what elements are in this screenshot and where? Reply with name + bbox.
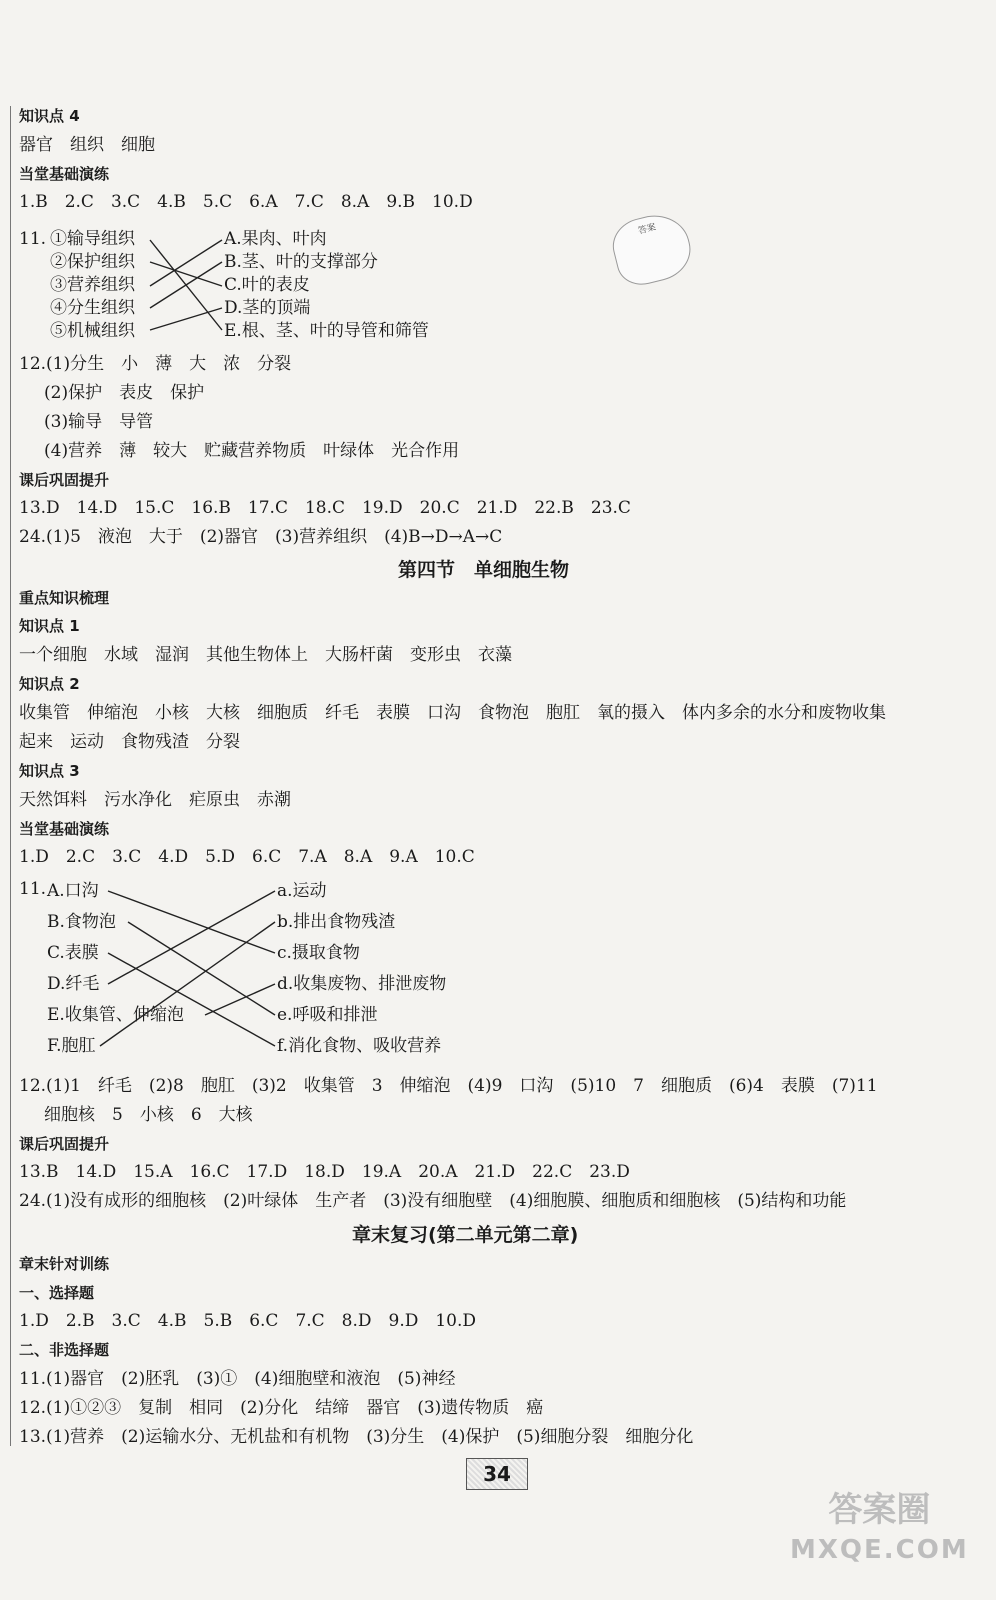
q24-answer: 24.(1)5 液泡 大于 (2)器官 (3)营养组织 (4)B→D→A→C	[19, 527, 503, 547]
mc-answers-5: 1.D 2.B 3.C 4.B 5.B 6.C 7.C 8.D 9.D 10.D	[19, 1311, 477, 1331]
match2-line-B	[128, 922, 275, 1015]
heading-consolidate-2: 课后巩固提升	[19, 1135, 110, 1153]
match2-right-e: e.呼吸和排泄	[277, 1005, 378, 1025]
match1-right-b: B.茎、叶的支撑部分	[224, 252, 378, 272]
heading-review-drill: 章末针对训练	[19, 1255, 110, 1273]
heading-kp1: 知识点 1	[19, 617, 80, 635]
match2-right-c: c.摄取食物	[277, 943, 360, 963]
heading-key-points: 重点知识梳理	[19, 589, 110, 607]
match1-right-d: D.茎的顶端	[224, 298, 311, 318]
mc-answers-3: 1.D 2.C 3.C 4.D 5.D 6.C 7.A 8.A 9.A 10.C	[19, 847, 475, 867]
match2-left-E: E.收集管、伸缩泡	[47, 1005, 184, 1025]
match1-line-4	[150, 262, 222, 308]
match2-right-d: d.收集废物、排泄废物	[277, 974, 447, 994]
heading-kp2: 知识点 2	[19, 675, 80, 693]
match1-line-3	[150, 240, 222, 286]
watermark-logo: 答案圈 MXQE.COM	[790, 1490, 969, 1565]
match2-line-D	[108, 891, 275, 984]
match2-left-D: D.纤毛	[47, 974, 100, 994]
match1-line-5	[150, 308, 222, 330]
match1-right-a: A.果肉、叶肉	[224, 229, 327, 249]
match2-left-A: A.口沟	[47, 881, 99, 901]
heading-practice-2: 当堂基础演练	[19, 820, 110, 838]
chapter-review-title: 章末复习(第二单元第二章)	[352, 1224, 579, 1246]
mc-answers-4: 13.B 14.D 15.A 16.C 17.D 18.D 19.A 20.A 21.D 22.C 23.D	[19, 1162, 630, 1182]
q12-line4: (4)营养 薄 较大 贮藏营养物质 叶绿体 光合作用	[44, 441, 460, 461]
q12-line3: (3)输导 导管	[44, 412, 154, 432]
match2-line-E	[205, 984, 275, 1015]
match2-line-F	[100, 922, 275, 1046]
q24b-answer: 24.(1)没有成形的细胞核 (2)叶绿体 生产者 (3)没有细胞壁 (4)细胞膜、细胞质和细胞核 (5)结构和功能	[19, 1191, 847, 1211]
kp2-answers-b: 起来 运动 食物残渣 分裂	[19, 732, 240, 752]
stamp-mark: 答案	[607, 208, 697, 290]
kp4-answers: 器官 组织 细胞	[19, 135, 155, 155]
match1-left-4: ④分生组织	[50, 298, 135, 318]
match2-number: 11.	[19, 879, 47, 899]
q12-line1: 12.(1)分生 小 薄 大 浓 分裂	[19, 354, 292, 374]
mc-answers-2: 13.D 14.D 15.C 16.B 17.C 18.C 19.D 20.C 21.D 22.B 23.C	[19, 498, 631, 518]
match1-right-e: E.根、茎、叶的导管和筛管	[224, 321, 429, 341]
review-q13: 13.(1)营养 (2)运输水分、无机盐和有机物 (3)分生 (4)保护 (5)细胞分裂 细胞分化	[19, 1427, 694, 1447]
match1-left-1: ①输导组织	[50, 229, 135, 249]
mc-answers-1: 1.B 2.C 3.C 4.B 5.C 6.A 7.C 8.A 9.B 10.D	[19, 192, 473, 212]
kp3-answers: 天然饵料 污水净化 疟原虫 赤潮	[19, 790, 291, 810]
review-q11: 11.(1)器官 (2)胚乳 (3)① (4)细胞壁和液泡 (5)神经	[19, 1369, 456, 1389]
section-title-unicellular: 第四节 单细胞生物	[398, 559, 570, 581]
kp2-answers-a: 收集管 伸缩泡 小核 大核 细胞质 纤毛 表膜 口沟 食物泡 胞肛 氧的摄入 体内多余的水分和废物收集	[19, 703, 886, 723]
match2-right-b: b.排出食物残渣	[277, 912, 396, 932]
heading-consolidate: 课后巩固提升	[19, 471, 110, 489]
match1-left-3: ③营养组织	[50, 275, 135, 295]
q12b-line2: 细胞核 5 小核 6 大核	[44, 1105, 253, 1125]
match1-left-5: ⑤机械组织	[50, 321, 135, 341]
q12-line2: (2)保护 表皮 保护	[44, 383, 205, 403]
match1-line-2	[150, 262, 222, 286]
page-number: 34	[466, 1458, 528, 1490]
heading-nonchoice: 二、非选择题	[19, 1341, 110, 1359]
match2-line-A	[108, 891, 275, 953]
heading-choice: 一、选择题	[19, 1284, 95, 1302]
match2-right-a: a.运动	[277, 881, 327, 901]
match2-left-C: C.表膜	[47, 943, 99, 963]
heading-kp4: 知识点 4	[19, 107, 80, 125]
match1-right-c: C.叶的表皮	[224, 275, 310, 295]
heading-kp3: 知识点 3	[19, 762, 80, 780]
match1-left-2: ②保护组织	[50, 252, 135, 272]
review-q12: 12.(1)①②③ 复制 相同 (2)分化 结缔 器官 (3)遗传物质 癌	[19, 1398, 544, 1418]
match2-left-B: B.食物泡	[47, 912, 116, 932]
match2-right-f: f.消化食物、吸收营养	[277, 1036, 442, 1056]
match2-left-F: F.胞肛	[47, 1036, 96, 1056]
match1-number: 11.	[19, 229, 47, 249]
q12b-line1: 12.(1)1 纤毛 (2)8 胞肛 (3)2 收集管 3 伸缩泡 (4)9 口沟 (5)10 7 细胞质 (6)4 表膜 (7)11	[19, 1076, 878, 1096]
kp1-answers: 一个细胞 水域 湿润 其他生物体上 大肠杆菌 变形虫 衣藻	[19, 645, 512, 665]
heading-practice: 当堂基础演练	[19, 165, 110, 183]
